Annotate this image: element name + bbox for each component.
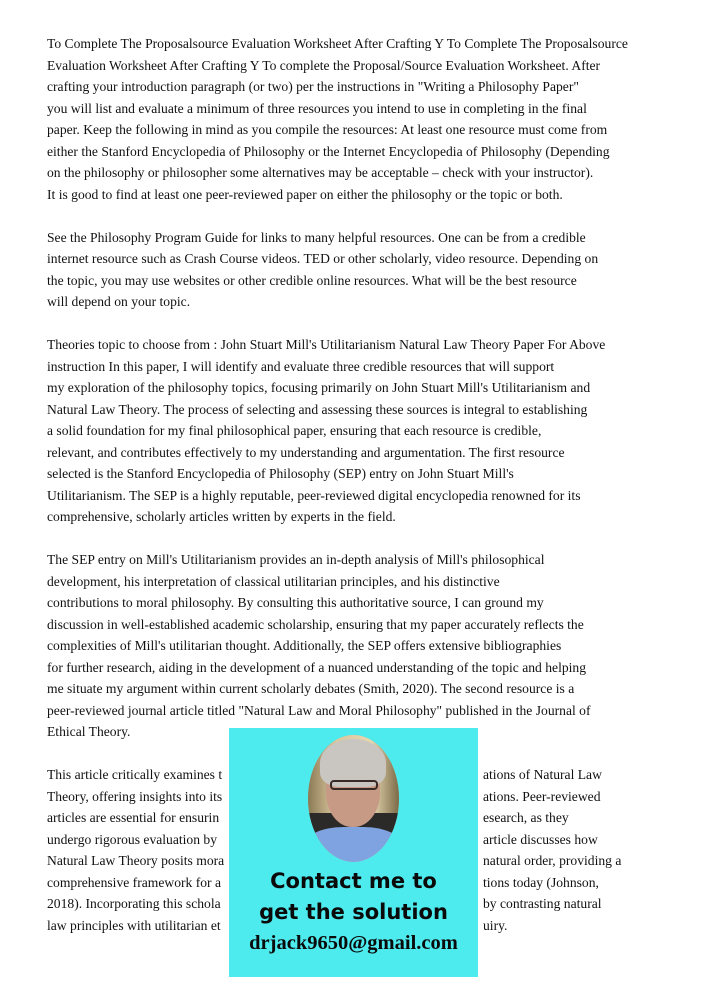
text-line xyxy=(47,463,687,485)
line-text: will depend on your topic. xyxy=(47,294,191,309)
line-text: law principles with utilitarian et xyxy=(47,917,221,933)
line-text: Utilitarianism. The SEP is a highly reputable, peer-reviewed digital encyclopedia renowned for its xyxy=(47,487,581,503)
line-text: either the Stanford Encyclopedia of Philosophy or the Internet Encyclopedia of Philosophy (Depending xyxy=(47,143,610,159)
line-text-right: ations of Natural Law xyxy=(483,767,602,782)
contact-banner[interactable] xyxy=(229,728,478,977)
text-line xyxy=(47,141,687,163)
text-line xyxy=(47,291,687,313)
text-line xyxy=(47,635,687,657)
line-text-right: article discusses how xyxy=(483,831,598,847)
line-text: undergo rigorous evaluation by xyxy=(47,831,218,847)
line-text: The SEP entry on Mill's Utilitarianism provides an in-depth analysis of Mill's philosophical xyxy=(47,552,545,567)
text-line xyxy=(47,98,687,120)
text-line xyxy=(47,76,687,98)
text-line xyxy=(47,356,687,378)
line-text: Natural Law Theory posits mora xyxy=(47,853,225,868)
line-text: me situate my argument within current scholarly debates (Smith, 2020). The second resource is a xyxy=(47,681,575,696)
line-text: paper. Keep the following in mind as you compile the resources: At least one resource must come from xyxy=(47,122,608,137)
line-text: contributions to moral philosophy. By consulting this authoritative source, I can ground my xyxy=(47,595,544,610)
line-text: selected is the Stanford Encyclopedia of Philosophy (SEP) entry on John Stuart Mill's xyxy=(47,466,514,481)
text-line xyxy=(47,678,687,700)
line-text-right: esearch, as they xyxy=(483,810,569,825)
line-text: relevant, and contributes effectively to my understanding and argumentation. The first resource xyxy=(47,444,565,460)
line-text: 2018). Incorporating this schola xyxy=(47,896,221,911)
text-line xyxy=(47,162,687,184)
paragraph xyxy=(47,33,687,205)
text-line xyxy=(47,700,687,722)
line-text: Natural Law Theory. The process of selecting and assessing these sources is integral to establishing xyxy=(47,401,588,417)
line-text-right: ations. Peer-reviewed xyxy=(483,788,601,804)
line-text: peer-reviewed journal article titled "Natural Law and Moral Philosophy" published in the Journal of xyxy=(47,702,591,718)
text-line xyxy=(47,592,687,614)
text-line xyxy=(47,227,687,249)
text-line xyxy=(47,184,687,206)
line-text-right: tions today (Johnson, xyxy=(483,874,599,890)
line-text: you will list and evaluate a minimum of three resources you intend to use in completing in the final xyxy=(47,100,587,116)
line-text: comprehensive, scholarly articles written by experts in the field. xyxy=(47,509,396,524)
line-text: development, his interpretation of classical utilitarian principles, and his distinctive xyxy=(47,573,500,589)
author-photo xyxy=(308,735,399,862)
line-text: Evaluation Worksheet After Crafting Y To complete the Proposal/Source Evaluation Worksheet. After xyxy=(47,57,601,73)
text-line xyxy=(47,399,687,421)
line-text: crafting your introduction paragraph (or two) per the instructions in "Writing a Philosophy Paper" xyxy=(47,79,579,94)
line-text: discussion in well-established academic scholarship, ensuring that my paper accurately reflects the xyxy=(47,616,584,632)
text-line xyxy=(47,33,687,55)
line-text: It is good to find at least one peer-reviewed paper on either the philosophy or the topic or both. xyxy=(47,186,563,202)
line-text-right: by contrasting natural xyxy=(483,896,602,911)
paragraph xyxy=(47,334,687,528)
contact-email[interactable]: drjack9650@gmail.com xyxy=(249,932,458,954)
line-text: complexities of Mill's utilitarian thought. Additionally, the SEP offers extensive bibliographies xyxy=(47,638,562,653)
line-text: Theories topic to choose from : John Stuart Mill's Utilitarianism Natural Law Theory Paper For Above xyxy=(47,337,606,352)
text-line xyxy=(47,442,687,464)
text-line xyxy=(47,377,687,399)
text-line xyxy=(47,549,687,571)
line-text: instruction In this paper, I will identify and evaluate three credible resources that will support xyxy=(47,358,555,374)
text-line xyxy=(47,248,687,270)
text-line xyxy=(47,506,687,528)
contact-call-to-action xyxy=(229,866,478,928)
line-text-right: uiry. xyxy=(483,917,508,933)
line-text: my exploration of the philosophy topics, focusing primarily on John Stuart Mill's Utilitarianism and xyxy=(47,380,591,395)
text-line xyxy=(47,614,687,636)
cta-line-1: Contact me to xyxy=(270,869,437,893)
line-text: To Complete The Proposalsource Evaluation Worksheet After Crafting Y To Complete The Proposalsource xyxy=(47,36,628,51)
line-text: See the Philosophy Program Guide for links to many helpful resources. One can be from a credible xyxy=(47,229,586,245)
cta-line-2: get the solution xyxy=(259,900,448,924)
line-text-right: natural order, providing a xyxy=(483,853,622,868)
text-line xyxy=(47,420,687,442)
text-line xyxy=(47,119,687,141)
line-text: a solid foundation for my final philosophical paper, ensuring that each resource is credible, xyxy=(47,423,542,438)
line-text: internet resource such as Crash Course videos. TED or other scholarly, video resource. Depending on xyxy=(47,251,599,266)
text-line xyxy=(47,485,687,507)
paragraph xyxy=(47,549,687,743)
line-text: on the philosophy or philosopher some alternatives may be acceptable – check with your instructor). xyxy=(47,165,594,180)
line-text: comprehensive framework for a xyxy=(47,874,221,890)
line-text: for further research, aiding in the development of a nuanced understanding of the topic and helping xyxy=(47,659,587,675)
text-line xyxy=(47,270,687,292)
line-text: Theory, offering insights into its xyxy=(47,788,223,804)
text-line xyxy=(47,334,687,356)
paragraph xyxy=(47,227,687,313)
line-text: articles are essential for ensurin xyxy=(47,810,220,825)
line-text: This article critically examines t xyxy=(47,767,223,782)
text-line xyxy=(47,657,687,679)
line-text: Ethical Theory. xyxy=(47,724,131,739)
text-line xyxy=(47,571,687,593)
text-line xyxy=(47,55,687,77)
line-text: the topic, you may use websites or other credible online resources. What will be the best resource xyxy=(47,272,577,288)
